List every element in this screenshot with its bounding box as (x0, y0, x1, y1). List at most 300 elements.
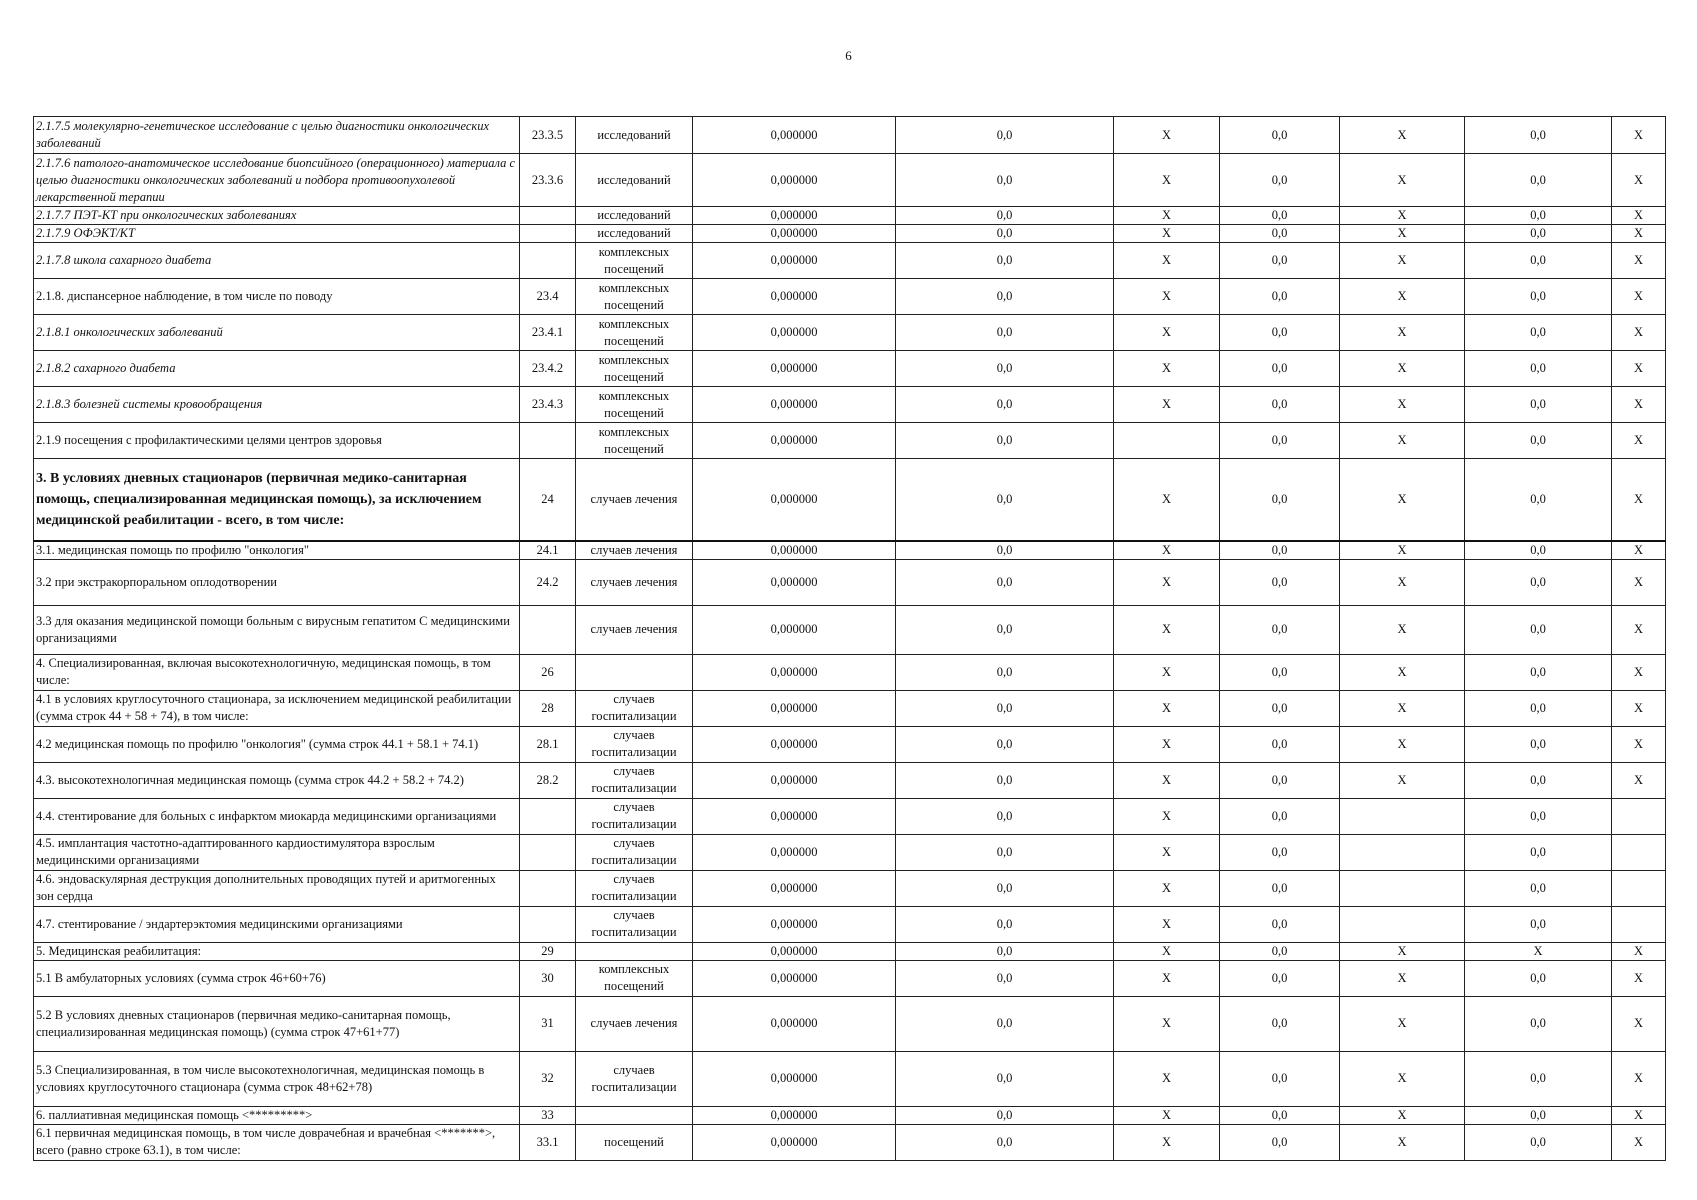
table-row (34, 541, 1666, 560)
row-value-6: 0,0 (1465, 654, 1612, 690)
row-value-7: X (1612, 423, 1666, 459)
row-value-2: 0,0 (896, 870, 1114, 906)
row-value-4: 0,0 (1220, 459, 1340, 541)
row-value-4: 0,0 (1220, 690, 1340, 726)
row-code: 31 (520, 996, 576, 1051)
row-value-5: X (1340, 996, 1465, 1051)
row-value-6: 0,0 (1465, 423, 1612, 459)
row-value-6: 0,0 (1465, 459, 1612, 541)
row-value-3: X (1114, 541, 1220, 560)
row-value-1: 0,000000 (693, 559, 896, 605)
row-value-1: 0,000000 (693, 1051, 896, 1106)
row-name: 5.3 Специализированная, в том числе высокотехнологичная, медицинская помощь в условиях круглосуточного стационара (сумма строк 48+62+78) (34, 1051, 520, 1106)
row-name: 4.7. стентирование / эндартерэктомия медицинскими организациями (34, 906, 520, 942)
row-unit: случаев госпитализации (576, 906, 693, 942)
row-value-3: X (1114, 798, 1220, 834)
table-row (34, 960, 1666, 996)
row-value-5: X (1340, 315, 1465, 351)
row-code: 33.1 (520, 1124, 576, 1160)
row-value-4: 0,0 (1220, 315, 1340, 351)
row-unit: случаев лечения (576, 559, 693, 605)
row-value-2: 0,0 (896, 942, 1114, 960)
row-code: 24.1 (520, 541, 576, 560)
row-value-4: 0,0 (1220, 906, 1340, 942)
table-row (34, 726, 1666, 762)
row-value-3: X (1114, 559, 1220, 605)
row-code (520, 243, 576, 279)
row-value-1: 0,000000 (693, 605, 896, 654)
row-value-5: X (1340, 762, 1465, 798)
row-value-7: X (1612, 605, 1666, 654)
table-row (34, 243, 1666, 279)
row-value-7 (1612, 906, 1666, 942)
row-unit: случаев лечения (576, 459, 693, 541)
row-unit: случаев госпитализации (576, 870, 693, 906)
row-unit: комплексных посещений (576, 387, 693, 423)
row-value-4: 0,0 (1220, 387, 1340, 423)
row-name: 4.2 медицинская помощь по профилю "онкология" (сумма строк 44.1 + 58.1 + 74.1) (34, 726, 520, 762)
row-value-2: 0,0 (896, 996, 1114, 1051)
row-value-2: 0,0 (896, 541, 1114, 560)
row-value-6: 0,0 (1465, 690, 1612, 726)
row-value-2: 0,0 (896, 279, 1114, 315)
row-value-6: 0,0 (1465, 279, 1612, 315)
row-value-1: 0,000000 (693, 798, 896, 834)
row-code (520, 225, 576, 243)
row-code (520, 834, 576, 870)
table-row (34, 942, 1666, 960)
row-value-3: X (1114, 906, 1220, 942)
row-name: 6. паллиативная медицинская помощь <*********> (34, 1106, 520, 1124)
table-row (34, 559, 1666, 605)
report-table (33, 116, 1666, 1161)
row-value-1: 0,000000 (693, 459, 896, 541)
row-unit: исследований (576, 225, 693, 243)
row-code: 23.4.3 (520, 387, 576, 423)
row-code: 23.4.2 (520, 351, 576, 387)
row-value-5: X (1340, 690, 1465, 726)
row-value-2: 0,0 (896, 423, 1114, 459)
row-value-6: 0,0 (1465, 762, 1612, 798)
row-value-3: X (1114, 225, 1220, 243)
row-value-6: 0,0 (1465, 960, 1612, 996)
row-value-4: 0,0 (1220, 279, 1340, 315)
row-value-6: 0,0 (1465, 605, 1612, 654)
row-value-4: 0,0 (1220, 870, 1340, 906)
row-code: 29 (520, 942, 576, 960)
row-unit: случаев лечения (576, 996, 693, 1051)
row-value-3: X (1114, 207, 1220, 225)
row-name: 2.1.7.6 патолого-анатомическое исследование биопсийного (операционного) материала с целью диагностики онкологических заболеваний и подбора противоопухолевой лекарственной терапии (34, 154, 520, 207)
row-value-1: 0,000000 (693, 726, 896, 762)
row-value-3: X (1114, 1106, 1220, 1124)
row-unit: комплексных посещений (576, 243, 693, 279)
row-name: 5. Медицинская реабилитация: (34, 942, 520, 960)
row-value-2: 0,0 (896, 906, 1114, 942)
row-unit: комплексных посещений (576, 960, 693, 996)
row-value-6: 0,0 (1465, 726, 1612, 762)
table-row (34, 154, 1666, 207)
row-name: 4.6. эндоваскулярная деструкция дополнительных проводящих путей и аритмогенных зон сердца (34, 870, 520, 906)
row-value-2: 0,0 (896, 117, 1114, 154)
row-value-4: 0,0 (1220, 654, 1340, 690)
row-value-3: X (1114, 870, 1220, 906)
row-name: 2.1.7.9 ОФЭКТ/КТ (34, 225, 520, 243)
row-value-3: X (1114, 996, 1220, 1051)
row-value-6: 0,0 (1465, 834, 1612, 870)
row-value-7: X (1612, 315, 1666, 351)
row-value-1: 0,000000 (693, 117, 896, 154)
row-code (520, 870, 576, 906)
row-value-1: 0,000000 (693, 942, 896, 960)
row-code: 24 (520, 459, 576, 541)
row-value-5: X (1340, 459, 1465, 541)
row-value-3: X (1114, 279, 1220, 315)
row-value-7 (1612, 798, 1666, 834)
row-name: 5.2 В условиях дневных стационаров (первичная медико-санитарная помощь, специализированная медицинская помощь) (сумма строк 47+61+77) (34, 996, 520, 1051)
row-unit: комплексных посещений (576, 351, 693, 387)
row-value-3: X (1114, 654, 1220, 690)
row-value-2: 0,0 (896, 690, 1114, 726)
row-unit: случаев госпитализации (576, 834, 693, 870)
row-value-5: X (1340, 942, 1465, 960)
row-value-1: 0,000000 (693, 1124, 896, 1160)
row-unit: случаев лечения (576, 605, 693, 654)
row-value-4: 0,0 (1220, 559, 1340, 605)
row-value-7: X (1612, 279, 1666, 315)
row-value-6: 0,0 (1465, 798, 1612, 834)
row-unit: комплексных посещений (576, 315, 693, 351)
row-value-5: X (1340, 154, 1465, 207)
row-name: 3.2 при экстракорпоральном оплодотворении (34, 559, 520, 605)
row-name: 2.1.8.2 сахарного диабета (34, 351, 520, 387)
row-value-5: X (1340, 225, 1465, 243)
row-value-7: X (1612, 117, 1666, 154)
row-value-3: X (1114, 960, 1220, 996)
table-row (34, 870, 1666, 906)
row-unit: случаев госпитализации (576, 762, 693, 798)
row-code (520, 423, 576, 459)
row-code (520, 906, 576, 942)
row-value-7: X (1612, 154, 1666, 207)
row-value-7: X (1612, 351, 1666, 387)
row-value-4: 0,0 (1220, 942, 1340, 960)
row-value-1: 0,000000 (693, 541, 896, 560)
table-row (34, 207, 1666, 225)
row-value-7 (1612, 870, 1666, 906)
row-code (520, 605, 576, 654)
row-value-6: 0,0 (1465, 154, 1612, 207)
row-value-4: 0,0 (1220, 243, 1340, 279)
row-value-6: 0,0 (1465, 559, 1612, 605)
row-value-2: 0,0 (896, 654, 1114, 690)
table-row (34, 762, 1666, 798)
row-value-4: 0,0 (1220, 762, 1340, 798)
row-value-2: 0,0 (896, 387, 1114, 423)
row-code: 33 (520, 1106, 576, 1124)
row-value-4: 0,0 (1220, 960, 1340, 996)
table-row (34, 906, 1666, 942)
row-code: 23.4.1 (520, 315, 576, 351)
table-row (34, 225, 1666, 243)
row-value-1: 0,000000 (693, 207, 896, 225)
row-value-4: 0,0 (1220, 225, 1340, 243)
row-value-4: 0,0 (1220, 726, 1340, 762)
row-name: 6.1 первичная медицинская помощь, в том числе доврачебная и врачебная <*******>, всего (равно строке 63.1), в том числе: (34, 1124, 520, 1160)
table-row (34, 459, 1666, 541)
table-row (34, 1124, 1666, 1160)
page-number: 6 (845, 48, 852, 63)
row-value-5: X (1340, 726, 1465, 762)
row-value-5: X (1340, 605, 1465, 654)
row-value-6: 0,0 (1465, 1106, 1612, 1124)
table-row (34, 654, 1666, 690)
row-value-5: X (1340, 559, 1465, 605)
row-value-5 (1340, 906, 1465, 942)
row-value-7 (1612, 834, 1666, 870)
table-row (34, 117, 1666, 154)
row-value-2: 0,0 (896, 798, 1114, 834)
row-value-3: X (1114, 726, 1220, 762)
row-code: 28.2 (520, 762, 576, 798)
row-code: 28.1 (520, 726, 576, 762)
row-value-1: 0,000000 (693, 387, 896, 423)
row-value-6: 0,0 (1465, 207, 1612, 225)
row-value-1: 0,000000 (693, 654, 896, 690)
row-value-3: X (1114, 1051, 1220, 1106)
row-value-7: X (1612, 387, 1666, 423)
row-value-5: X (1340, 1051, 1465, 1106)
row-value-1: 0,000000 (693, 870, 896, 906)
row-value-3: X (1114, 243, 1220, 279)
table-row (34, 605, 1666, 654)
row-value-1: 0,000000 (693, 154, 896, 207)
row-value-7: X (1612, 1106, 1666, 1124)
row-name: 2.1.8. диспансерное наблюдение, в том числе по поводу (34, 279, 520, 315)
row-value-5: X (1340, 654, 1465, 690)
row-value-4: 0,0 (1220, 605, 1340, 654)
row-value-7: X (1612, 1051, 1666, 1106)
row-value-7: X (1612, 942, 1666, 960)
row-name: 2.1.7.8 школа сахарного диабета (34, 243, 520, 279)
table-row (34, 387, 1666, 423)
row-name: 3.1. медицинская помощь по профилю "онкология" (34, 541, 520, 560)
row-value-5: X (1340, 387, 1465, 423)
row-value-5: X (1340, 541, 1465, 560)
row-name: 2.1.8.3 болезней системы кровообращения (34, 387, 520, 423)
row-unit: посещений (576, 1124, 693, 1160)
row-value-4: 0,0 (1220, 541, 1340, 560)
row-value-6: 0,0 (1465, 996, 1612, 1051)
row-value-5: X (1340, 243, 1465, 279)
row-value-5: X (1340, 207, 1465, 225)
table-row (34, 315, 1666, 351)
row-value-6: 0,0 (1465, 225, 1612, 243)
row-value-2: 0,0 (896, 1051, 1114, 1106)
row-name: 2.1.7.5 молекулярно-генетическое исследование с целью диагностики онкологических заболеваний (34, 117, 520, 154)
row-value-5: X (1340, 117, 1465, 154)
row-code: 28 (520, 690, 576, 726)
row-value-6: 0,0 (1465, 315, 1612, 351)
row-value-3: X (1114, 387, 1220, 423)
row-value-6: 0,0 (1465, 117, 1612, 154)
row-value-6: 0,0 (1465, 243, 1612, 279)
row-value-4: 0,0 (1220, 1051, 1340, 1106)
row-value-2: 0,0 (896, 726, 1114, 762)
row-name: 2.1.8.1 онкологических заболеваний (34, 315, 520, 351)
row-code (520, 207, 576, 225)
row-value-7: X (1612, 207, 1666, 225)
row-value-1: 0,000000 (693, 690, 896, 726)
row-value-7: X (1612, 541, 1666, 560)
row-value-2: 0,0 (896, 243, 1114, 279)
row-value-3: X (1114, 351, 1220, 387)
row-name: 3.3 для оказания медицинской помощи больным с вирусным гепатитом С медицинскими организациями (34, 605, 520, 654)
row-value-7: X (1612, 960, 1666, 996)
row-unit: случаев госпитализации (576, 798, 693, 834)
row-value-1: 0,000000 (693, 225, 896, 243)
row-value-3 (1114, 423, 1220, 459)
row-value-2: 0,0 (896, 459, 1114, 541)
row-value-3: X (1114, 315, 1220, 351)
table-row (34, 351, 1666, 387)
row-value-1: 0,000000 (693, 762, 896, 798)
row-name: 4.1 в условиях круглосуточного стационара, за исключением медицинской реабилитации (сумма строк 44 + 58 + 74), в том числе: (34, 690, 520, 726)
row-value-5 (1340, 798, 1465, 834)
row-value-2: 0,0 (896, 351, 1114, 387)
row-value-7: X (1612, 654, 1666, 690)
row-unit (576, 654, 693, 690)
row-value-1: 0,000000 (693, 243, 896, 279)
row-code (520, 798, 576, 834)
row-name: 2.1.9 посещения с профилактическими целями центров здоровья (34, 423, 520, 459)
row-value-3: X (1114, 459, 1220, 541)
row-value-1: 0,000000 (693, 315, 896, 351)
row-value-2: 0,0 (896, 154, 1114, 207)
row-value-2: 0,0 (896, 315, 1114, 351)
row-unit: случаев госпитализации (576, 726, 693, 762)
table-row (34, 996, 1666, 1051)
table-body (34, 117, 1666, 1161)
row-unit: исследований (576, 207, 693, 225)
row-value-7: X (1612, 1124, 1666, 1160)
row-value-6: 0,0 (1465, 906, 1612, 942)
row-value-4: 0,0 (1220, 834, 1340, 870)
row-value-4: 0,0 (1220, 798, 1340, 834)
row-unit: случаев госпитализации (576, 1051, 693, 1106)
table-row (34, 834, 1666, 870)
row-value-6: 0,0 (1465, 541, 1612, 560)
row-value-1: 0,000000 (693, 351, 896, 387)
row-value-7: X (1612, 243, 1666, 279)
table-row (34, 1051, 1666, 1106)
row-value-5: X (1340, 423, 1465, 459)
row-name: 4.4. стентирование для больных с инфарктом миокарда медицинскими организациями (34, 798, 520, 834)
row-unit (576, 942, 693, 960)
row-value-6: 0,0 (1465, 351, 1612, 387)
row-code: 26 (520, 654, 576, 690)
table-row (34, 279, 1666, 315)
row-name: 5.1 В амбулаторных условиях (сумма строк 46+60+76) (34, 960, 520, 996)
row-value-7: X (1612, 726, 1666, 762)
row-value-7: X (1612, 225, 1666, 243)
table-row (34, 690, 1666, 726)
row-value-5: X (1340, 351, 1465, 387)
row-value-1: 0,000000 (693, 960, 896, 996)
row-value-4: 0,0 (1220, 117, 1340, 154)
row-value-4: 0,0 (1220, 207, 1340, 225)
row-unit (576, 1106, 693, 1124)
row-value-2: 0,0 (896, 1106, 1114, 1124)
row-value-1: 0,000000 (693, 279, 896, 315)
row-code: 23.3.6 (520, 154, 576, 207)
row-value-4: 0,0 (1220, 1106, 1340, 1124)
row-unit: исследований (576, 154, 693, 207)
row-name: 4.5. имплантация частотно-адаптированного кардиостимулятора взрослым медицинскими организациями (34, 834, 520, 870)
row-value-4: 0,0 (1220, 1124, 1340, 1160)
row-name: 2.1.7.7 ПЭТ-КТ при онкологических заболеваниях (34, 207, 520, 225)
row-value-5 (1340, 870, 1465, 906)
row-value-4: 0,0 (1220, 154, 1340, 207)
table-row (34, 423, 1666, 459)
row-value-2: 0,0 (896, 1124, 1114, 1160)
row-value-3: X (1114, 762, 1220, 798)
row-value-6: 0,0 (1465, 1124, 1612, 1160)
row-value-1: 0,000000 (693, 996, 896, 1051)
row-value-7: X (1612, 996, 1666, 1051)
row-value-7: X (1612, 690, 1666, 726)
row-value-5: X (1340, 1106, 1465, 1124)
row-code: 23.4 (520, 279, 576, 315)
row-value-6: 0,0 (1465, 870, 1612, 906)
row-value-5 (1340, 834, 1465, 870)
row-value-5: X (1340, 279, 1465, 315)
row-name: 4.3. высокотехнологичная медицинская помощь (сумма строк 44.2 + 58.2 + 74.2) (34, 762, 520, 798)
row-value-5: X (1340, 1124, 1465, 1160)
row-value-2: 0,0 (896, 207, 1114, 225)
row-value-6: 0,0 (1465, 1051, 1612, 1106)
row-value-7: X (1612, 762, 1666, 798)
row-name: 3. В условиях дневных стационаров (первичная медико-санитарная помощь, специализированная медицинская помощь), за исключением медицинской реабилитации - всего, в том числе: (34, 459, 520, 541)
row-value-4: 0,0 (1220, 423, 1340, 459)
row-value-3: X (1114, 690, 1220, 726)
row-unit: комплексных посещений (576, 423, 693, 459)
row-code: 24.2 (520, 559, 576, 605)
row-value-7: X (1612, 459, 1666, 541)
row-value-3: X (1114, 834, 1220, 870)
row-value-4: 0,0 (1220, 351, 1340, 387)
row-value-3: X (1114, 605, 1220, 654)
row-value-1: 0,000000 (693, 834, 896, 870)
row-value-3: X (1114, 117, 1220, 154)
row-value-6: 0,0 (1465, 387, 1612, 423)
row-value-4: 0,0 (1220, 996, 1340, 1051)
row-unit: комплексных посещений (576, 279, 693, 315)
row-code: 30 (520, 960, 576, 996)
row-unit: случаев лечения (576, 541, 693, 560)
row-value-2: 0,0 (896, 834, 1114, 870)
table-row (34, 798, 1666, 834)
row-value-2: 0,0 (896, 605, 1114, 654)
row-value-1: 0,000000 (693, 1106, 896, 1124)
row-unit: случаев госпитализации (576, 690, 693, 726)
row-value-3: X (1114, 154, 1220, 207)
row-value-1: 0,000000 (693, 906, 896, 942)
row-name: 4. Специализированная, включая высокотехнологичную, медицинская помощь, в том числе: (34, 654, 520, 690)
row-value-1: 0,000000 (693, 423, 896, 459)
row-value-2: 0,0 (896, 559, 1114, 605)
row-value-2: 0,0 (896, 225, 1114, 243)
